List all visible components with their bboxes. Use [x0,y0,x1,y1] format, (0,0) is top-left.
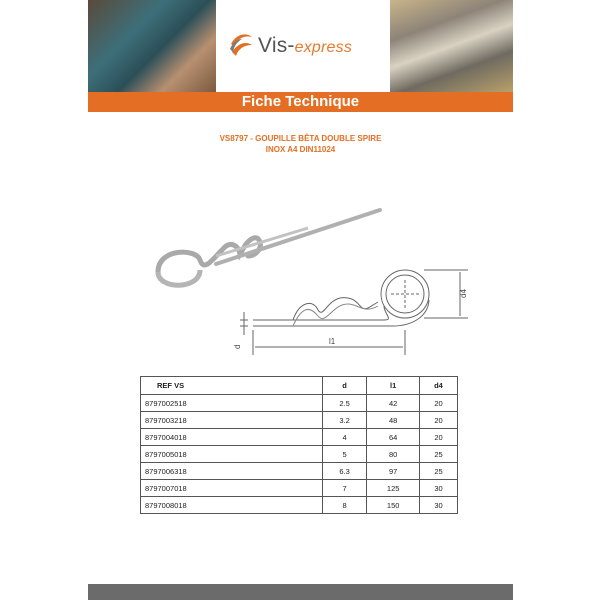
header-d4: d4 [419,377,457,395]
cell-ref: 8797007018 [141,480,323,497]
cell-ref: 8797005018 [141,446,323,463]
table-row [141,446,458,463]
cell-d4: 20 [419,395,457,412]
cell-d: 3.2 [322,412,367,429]
datasheet-page [88,0,513,600]
cell-d4: 20 [419,429,457,446]
cell-l1: 125 [367,480,420,497]
table-row [141,480,458,497]
cell-l1: 64 [367,429,420,446]
header [88,0,513,92]
cell-ref: 8797003218 [141,412,323,429]
footer-bar [88,584,513,600]
product-title-line2: INOX A4 DIN11024 [265,145,336,154]
header-l1: l1 [367,377,420,395]
label-d4: d4 [459,289,468,298]
cell-d: 2.5 [322,395,367,412]
table-row [141,412,458,429]
cell-d: 8 [322,497,367,514]
cell-d4: 25 [419,463,457,480]
product-photo-pin [158,210,380,285]
table-row [141,497,458,514]
brand-name [258,34,352,58]
product-title-line1: VS8797 - GOUPILLE BÊTA DOUBLE SPIRE [219,134,382,143]
header-photo-screws [390,0,513,92]
brand-swirl-icon [228,30,254,60]
cell-d: 5 [322,446,367,463]
cell-l1: 80 [367,446,420,463]
table-row [141,395,458,412]
banner-title: Fiche Technique [241,93,360,110]
cell-d4: 25 [419,446,457,463]
cell-d4: 30 [419,497,457,514]
cell-d: 6.3 [322,463,367,480]
dimension-drawing [240,270,468,355]
cell-ref: 8797006318 [141,463,323,480]
cell-d4: 30 [419,480,457,497]
title-banner [88,92,513,112]
cell-d: 4 [322,429,367,446]
label-d: d [233,344,242,349]
table-header-row [141,377,458,395]
cell-l1: 42 [367,395,420,412]
brand-name-accent: express [294,39,353,56]
table-row [141,429,458,446]
cell-l1: 48 [367,412,420,429]
cell-ref: 8797004018 [141,429,323,446]
header-d: d [322,377,367,395]
spec-table [140,376,458,514]
table-row [141,463,458,480]
label-l1: l1 [329,337,336,346]
cell-d4: 20 [419,412,457,429]
cell-l1: 97 [367,463,420,480]
cell-ref: 8797008018 [141,497,323,514]
brand-logo [216,0,390,92]
product-title [88,133,513,155]
cell-d: 7 [322,480,367,497]
cell-ref: 8797002518 [141,395,323,412]
brand-name-main: Vis- [258,34,295,57]
header-ref-vs: REF VS [141,377,323,395]
technical-drawing [88,190,513,365]
cell-l1: 150 [367,497,420,514]
header-photo-workbench [88,0,216,92]
